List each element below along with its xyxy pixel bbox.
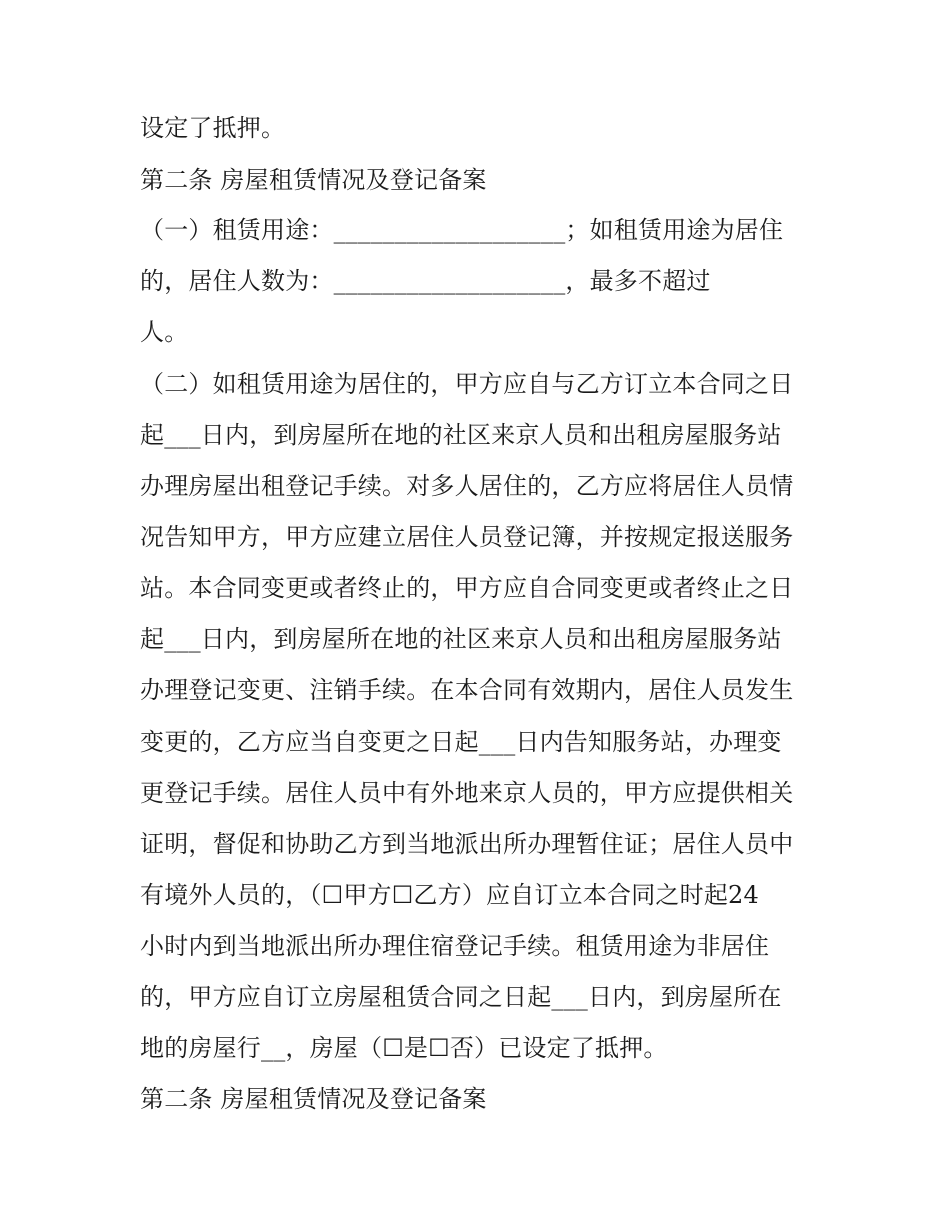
text-line: 地的房屋行__，房屋（☐是☐否）已设定了抵押。 bbox=[140, 1034, 668, 1062]
text-line: 人。 bbox=[140, 318, 189, 346]
text-line: 变更的，乙方应当自变更之日起___日内告知服务站，办理变 bbox=[140, 728, 782, 756]
text-line: 设定了抵押。 bbox=[140, 114, 286, 142]
text-line: 的，居住人数为：___________________，最多不超过 bbox=[140, 267, 711, 295]
text-line: 办理房屋出租登记手续。对多人居住的，乙方应将居住人员情 bbox=[140, 472, 794, 500]
text-line: 起___日内，到房屋所在地的社区来京人员和出租房屋服务站 bbox=[140, 625, 782, 653]
text-line: 况告知甲方，甲方应建立居住人员登记簿，并按规定报送服务 bbox=[140, 523, 794, 551]
section-heading: 第二条 房屋租赁情况及登记备案 bbox=[140, 166, 487, 194]
text-line: 起___日内，到房屋所在地的社区来京人员和出租房屋服务站 bbox=[140, 421, 782, 449]
section-heading: 第二条 房屋租赁情况及登记备案 bbox=[140, 1085, 487, 1113]
text-line: 的，甲方应自订立房屋租赁合同之日起___日内，到房屋所在 bbox=[140, 983, 782, 1011]
text-line: 更登记手续。居住人员中有外地来京人员的，甲方应提供相关 bbox=[140, 779, 794, 807]
text-line: 站。本合同变更或者终止的，甲方应自合同变更或者终止之日 bbox=[140, 574, 794, 602]
text-line: 小时内到当地派出所办理住宿登记手续。租赁用途为非居住 bbox=[140, 932, 770, 960]
text-line: 证明，督促和协助乙方到当地派出所办理暂住证；居住人员中 bbox=[140, 830, 794, 858]
text-line: （二）如租赁用途为居住的，甲方应自与乙方订立本合同之日 bbox=[140, 370, 794, 398]
text-line: （一）租赁用途：___________________；如租赁用途为居住 bbox=[140, 216, 784, 244]
text-line: 有境外人员的，（☐甲方☐乙方）应自订立本合同之时起24 bbox=[140, 881, 759, 909]
text-line: 办理登记变更、注销手续。在本合同有效期内，居住人员发生 bbox=[140, 676, 794, 704]
